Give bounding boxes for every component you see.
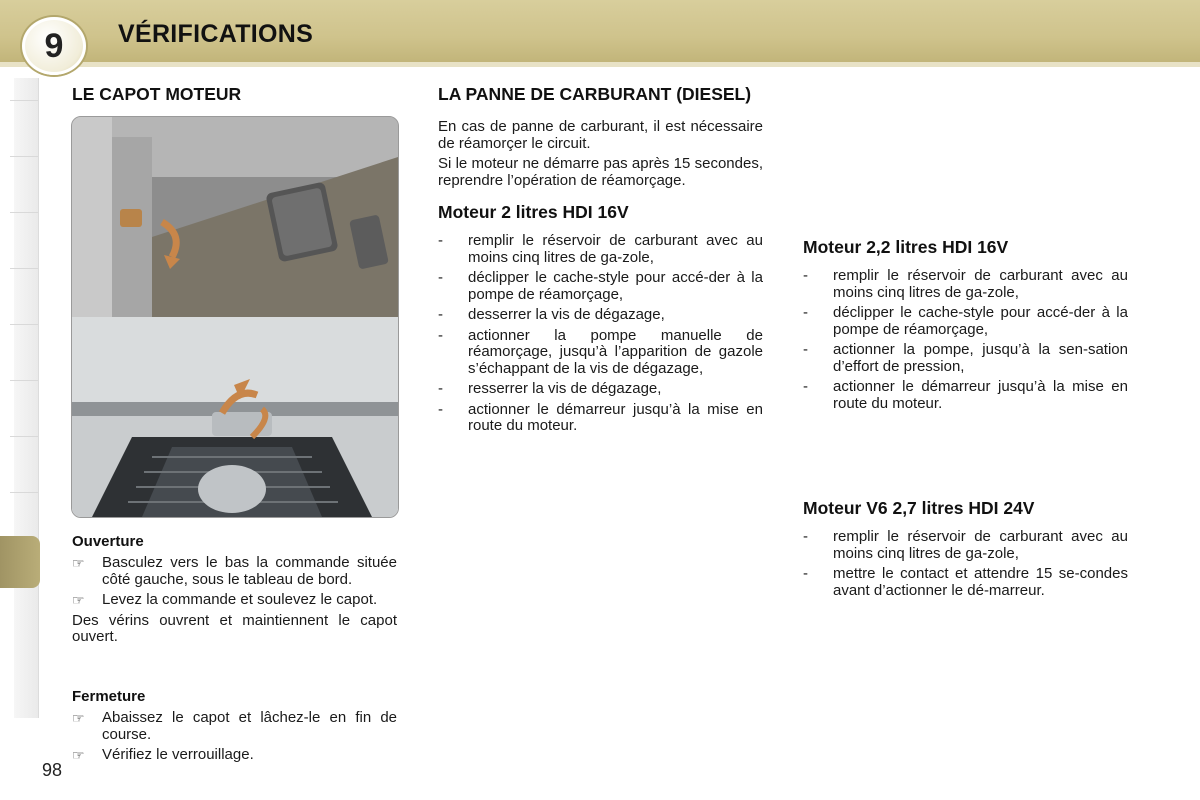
step-text: desserrer la vis de dégazage, <box>468 306 665 323</box>
side-tab-divider <box>10 380 38 381</box>
side-tab-divider <box>10 268 38 269</box>
step-text: mettre le contact et attendre 15 se-condes avant d’actionner le dé-marreur. <box>833 565 1128 599</box>
step-text: remplir le réservoir de carburant avec au moins cinq litres de ga-zole, <box>833 528 1128 562</box>
list-item <box>803 379 1128 412</box>
engine-2l-steps <box>438 233 763 435</box>
engine-v6-section <box>803 497 1128 599</box>
dash-bullet: - <box>803 528 808 545</box>
page-number: 98 <box>42 760 63 780</box>
hood-illustration <box>72 117 398 517</box>
list-item <box>72 710 397 743</box>
closing-section <box>72 688 397 764</box>
chapter-title: VÉRIFICATIONS <box>118 20 314 48</box>
closing-step: Abaissez le capot et lâchez-le en fin de course. <box>102 709 397 743</box>
step-text: déclipper le cache-style pour accé-der à la pompe de réamorçage, <box>468 269 763 303</box>
fuel-heading: LA PANNE DE CARBURANT (DIESEL) <box>438 84 752 104</box>
step-text: remplir le réservoir de carburant avec au moins cinq litres de ga-zole, <box>468 232 763 266</box>
fuel-intro: Si le moteur ne démarre pas après 15 secondes, reprendre l’opération de réamorçage. <box>438 155 763 189</box>
dash-bullet: - <box>803 341 808 358</box>
dash-bullet: - <box>803 267 808 284</box>
step-text: actionner la pompe, jusqu’à la sen-sation d’effort de pression, <box>833 341 1128 375</box>
opening-step: Levez la commande et soulevez le capot. <box>102 591 378 608</box>
hood-lever-icon <box>120 209 142 227</box>
closing-title: Fermeture <box>72 688 146 705</box>
hood-section-heading-wrap <box>72 83 397 105</box>
engine-22-section <box>803 236 1128 412</box>
engine-v6-steps <box>803 529 1128 599</box>
side-tab-divider <box>10 436 38 437</box>
dash-bullet: - <box>803 565 808 582</box>
fuel-intro: En cas de panne de carburant, il est nécessaire de réamorçer le circuit. <box>438 118 763 152</box>
dash-bullet: - <box>438 269 443 286</box>
hood-heading: LE CAPOT MOTEUR <box>72 84 242 104</box>
list-item <box>438 381 763 398</box>
pointing-hand-icon: ☞ <box>72 710 85 726</box>
dash-bullet: - <box>438 326 443 344</box>
dash-bullet: - <box>803 304 808 321</box>
step-text: actionner le démarreur jusqu’à la mise en route du moteur. <box>833 378 1128 412</box>
list-item <box>803 342 1128 375</box>
list-item <box>72 555 397 588</box>
list-item <box>438 270 763 303</box>
side-tab-divider <box>10 100 38 101</box>
side-tab-divider <box>10 212 38 213</box>
engine-2l-title: Moteur 2 litres HDI 16V <box>438 202 629 222</box>
header-underline <box>0 62 1200 67</box>
dash-bullet: - <box>438 232 443 249</box>
list-item <box>803 268 1128 301</box>
step-text: remplir le réservoir de carburant avec au moins cinq litres de ga-zole, <box>833 267 1128 301</box>
engine-v6-title: Moteur V6 2,7 litres HDI 24V <box>803 498 1035 518</box>
pointing-hand-icon: ☞ <box>72 555 85 571</box>
list-item <box>72 592 397 609</box>
side-tab-divider <box>10 492 38 493</box>
engine-22-steps <box>803 268 1128 412</box>
list-item <box>438 328 763 378</box>
step-text: déclipper le cache-style pour accé-der à la pompe de réamorçage, <box>833 304 1128 338</box>
side-tab-divider <box>10 156 38 157</box>
hood-release-photo <box>71 116 399 518</box>
list-item <box>438 307 763 324</box>
fuel-section <box>438 83 763 435</box>
dash-bullet: - <box>438 400 443 418</box>
side-tab-divider <box>10 324 38 325</box>
dash-bullet: - <box>438 380 443 397</box>
side-index-tabs <box>0 78 40 718</box>
opening-section <box>72 533 397 646</box>
list-item <box>438 233 763 266</box>
engine-22-title: Moteur 2,2 litres HDI 16V <box>803 237 1009 257</box>
step-text: actionner la pompe manuelle de réamorçage, jusqu’à l’apparition de gazole s’échappant de la vis de dégazage, <box>468 326 763 377</box>
dash-bullet: - <box>438 306 443 323</box>
chapter-number-badge: 9 <box>22 17 86 75</box>
closing-step: Vérifiez le verrouillage. <box>102 746 254 763</box>
opening-title: Ouverture <box>72 533 144 550</box>
list-item <box>803 305 1128 338</box>
active-chapter-tab <box>0 536 40 588</box>
dash-bullet: - <box>803 378 808 395</box>
pointing-hand-icon: ☞ <box>72 747 85 763</box>
opening-note: Des vérins ouvrent et maintiennent le capot ouvert. <box>72 611 397 645</box>
opening-step: Basculez vers le bas la commande située côté gauche, sous le tableau de bord. <box>102 554 397 588</box>
step-text: resserrer la vis de dégazage, <box>468 380 662 397</box>
pointing-hand-icon: ☞ <box>72 592 85 608</box>
list-item <box>72 747 397 764</box>
step-text: actionner le démarreur jusqu’à la mise en route du moteur. <box>468 400 763 434</box>
list-item <box>803 529 1128 562</box>
list-item <box>438 402 763 435</box>
list-item <box>803 566 1128 599</box>
